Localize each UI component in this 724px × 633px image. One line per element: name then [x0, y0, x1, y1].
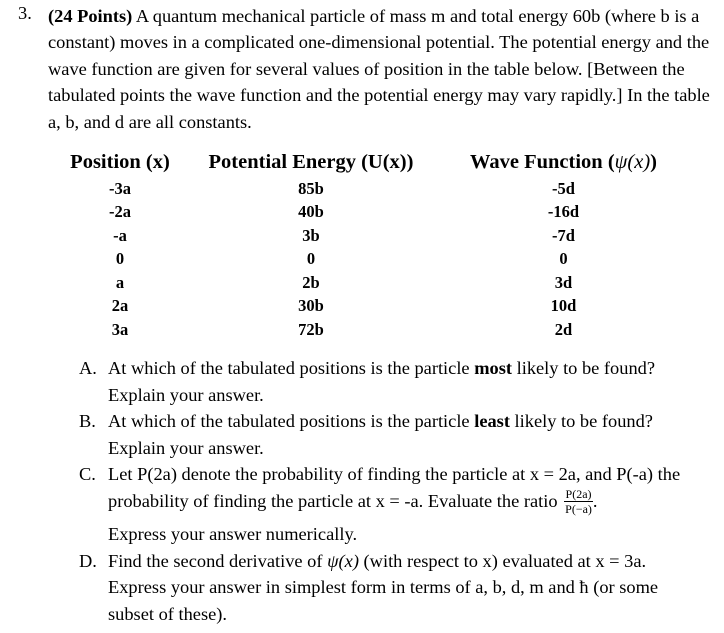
problem-number: 3. [18, 3, 32, 23]
header-wave-function [445, 148, 682, 177]
question-text-after: likely to be found? Explain your answer. [108, 411, 653, 458]
cell-wave: 0 [559, 249, 568, 269]
cell-position: -a [113, 225, 127, 245]
question-text-before: At which of the tabulated positions is the particle [108, 358, 475, 378]
cell-wave: -5d [552, 178, 575, 198]
question-letter: A. [79, 358, 97, 378]
cell-wave: 3d [554, 272, 573, 292]
cell-position: -3a [109, 178, 131, 198]
table-row [63, 201, 682, 225]
header-wave-suffix: ) [650, 151, 657, 173]
cell-wave: 10d [550, 296, 577, 316]
question-letter: C. [79, 464, 96, 485]
cell-potential: 30b [298, 296, 324, 316]
fraction-denominator: P(−a) [565, 502, 592, 517]
question-text-before: Find the second derivative of [108, 550, 328, 571]
question-c [79, 461, 704, 547]
cell-position: 2a [111, 296, 129, 316]
question-emphasis: least [474, 411, 510, 432]
question-text-after: (with respect to x) evaluated at x = 3a. Express your answer in simplest form in terms of a, b, d, m and ħ (or some subset of these). [108, 550, 659, 625]
cell-wave: -16d [547, 202, 580, 222]
cell-potential: 72b [298, 319, 324, 339]
question-a [79, 355, 704, 408]
table-row [63, 295, 682, 319]
probability-ratio-fraction [564, 487, 593, 516]
data-table [63, 148, 682, 342]
fraction-period: . [592, 490, 598, 511]
header-potential: Potential Energy (U(x)) [208, 151, 414, 173]
header-position: Position (x) [70, 151, 170, 173]
table-row [63, 318, 682, 342]
question-emphasis: most [474, 358, 512, 378]
cell-position: 3a [111, 319, 129, 339]
table-row [63, 177, 682, 201]
fraction-numerator: P(2a) [565, 487, 592, 502]
question-list [79, 355, 704, 628]
cell-potential: 40b [298, 202, 324, 222]
question-text: Let P(2a) denote the probability of finding the particle at x = 2a, and P(-a) the probability of finding the particle at x = -a. Evaluate the ratio [108, 464, 681, 511]
cell-potential: 3b [302, 225, 320, 245]
header-wave-symbol: ψ(x) [614, 151, 651, 173]
question-b [79, 408, 704, 461]
table-row [63, 248, 682, 272]
intro-text: A quantum mechanical particle of mass m and total energy 60b (where b is a constant) moves in a complicated one-dimensional potential. The potential energy and the wave function are given for several values of position in the table below. [Between the tabulated points the wave function and the potential energy may vary rapidly.] In the table a, b, and d are all constants. [48, 6, 710, 132]
header-wave-prefix: Wave Function ( [470, 151, 615, 173]
cell-position: 0 [115, 249, 125, 269]
cell-position: -2a [109, 202, 131, 222]
cell-position: a [115, 272, 125, 292]
table-row [63, 224, 682, 248]
cell-potential: 0 [306, 249, 316, 269]
wave-function-symbol: ψ(x) [327, 550, 359, 571]
cell-wave: -7d [552, 225, 575, 245]
cell-potential: 2b [302, 272, 320, 292]
question-text-line2: Express your answer numerically. [108, 524, 358, 545]
question-letter: B. [79, 411, 96, 432]
problem-intro [48, 3, 713, 135]
question-d [79, 548, 704, 628]
cell-wave: 2d [554, 319, 573, 339]
table-header-row [63, 148, 682, 177]
points-label: (24 Points) [48, 6, 133, 26]
question-text-before: At which of the tabulated positions is the particle [108, 411, 475, 432]
question-text-after: likely to be found? Explain your answer. [108, 358, 656, 405]
cell-potential: 85b [298, 178, 324, 198]
question-letter: D. [79, 550, 97, 571]
table-row [63, 271, 682, 295]
